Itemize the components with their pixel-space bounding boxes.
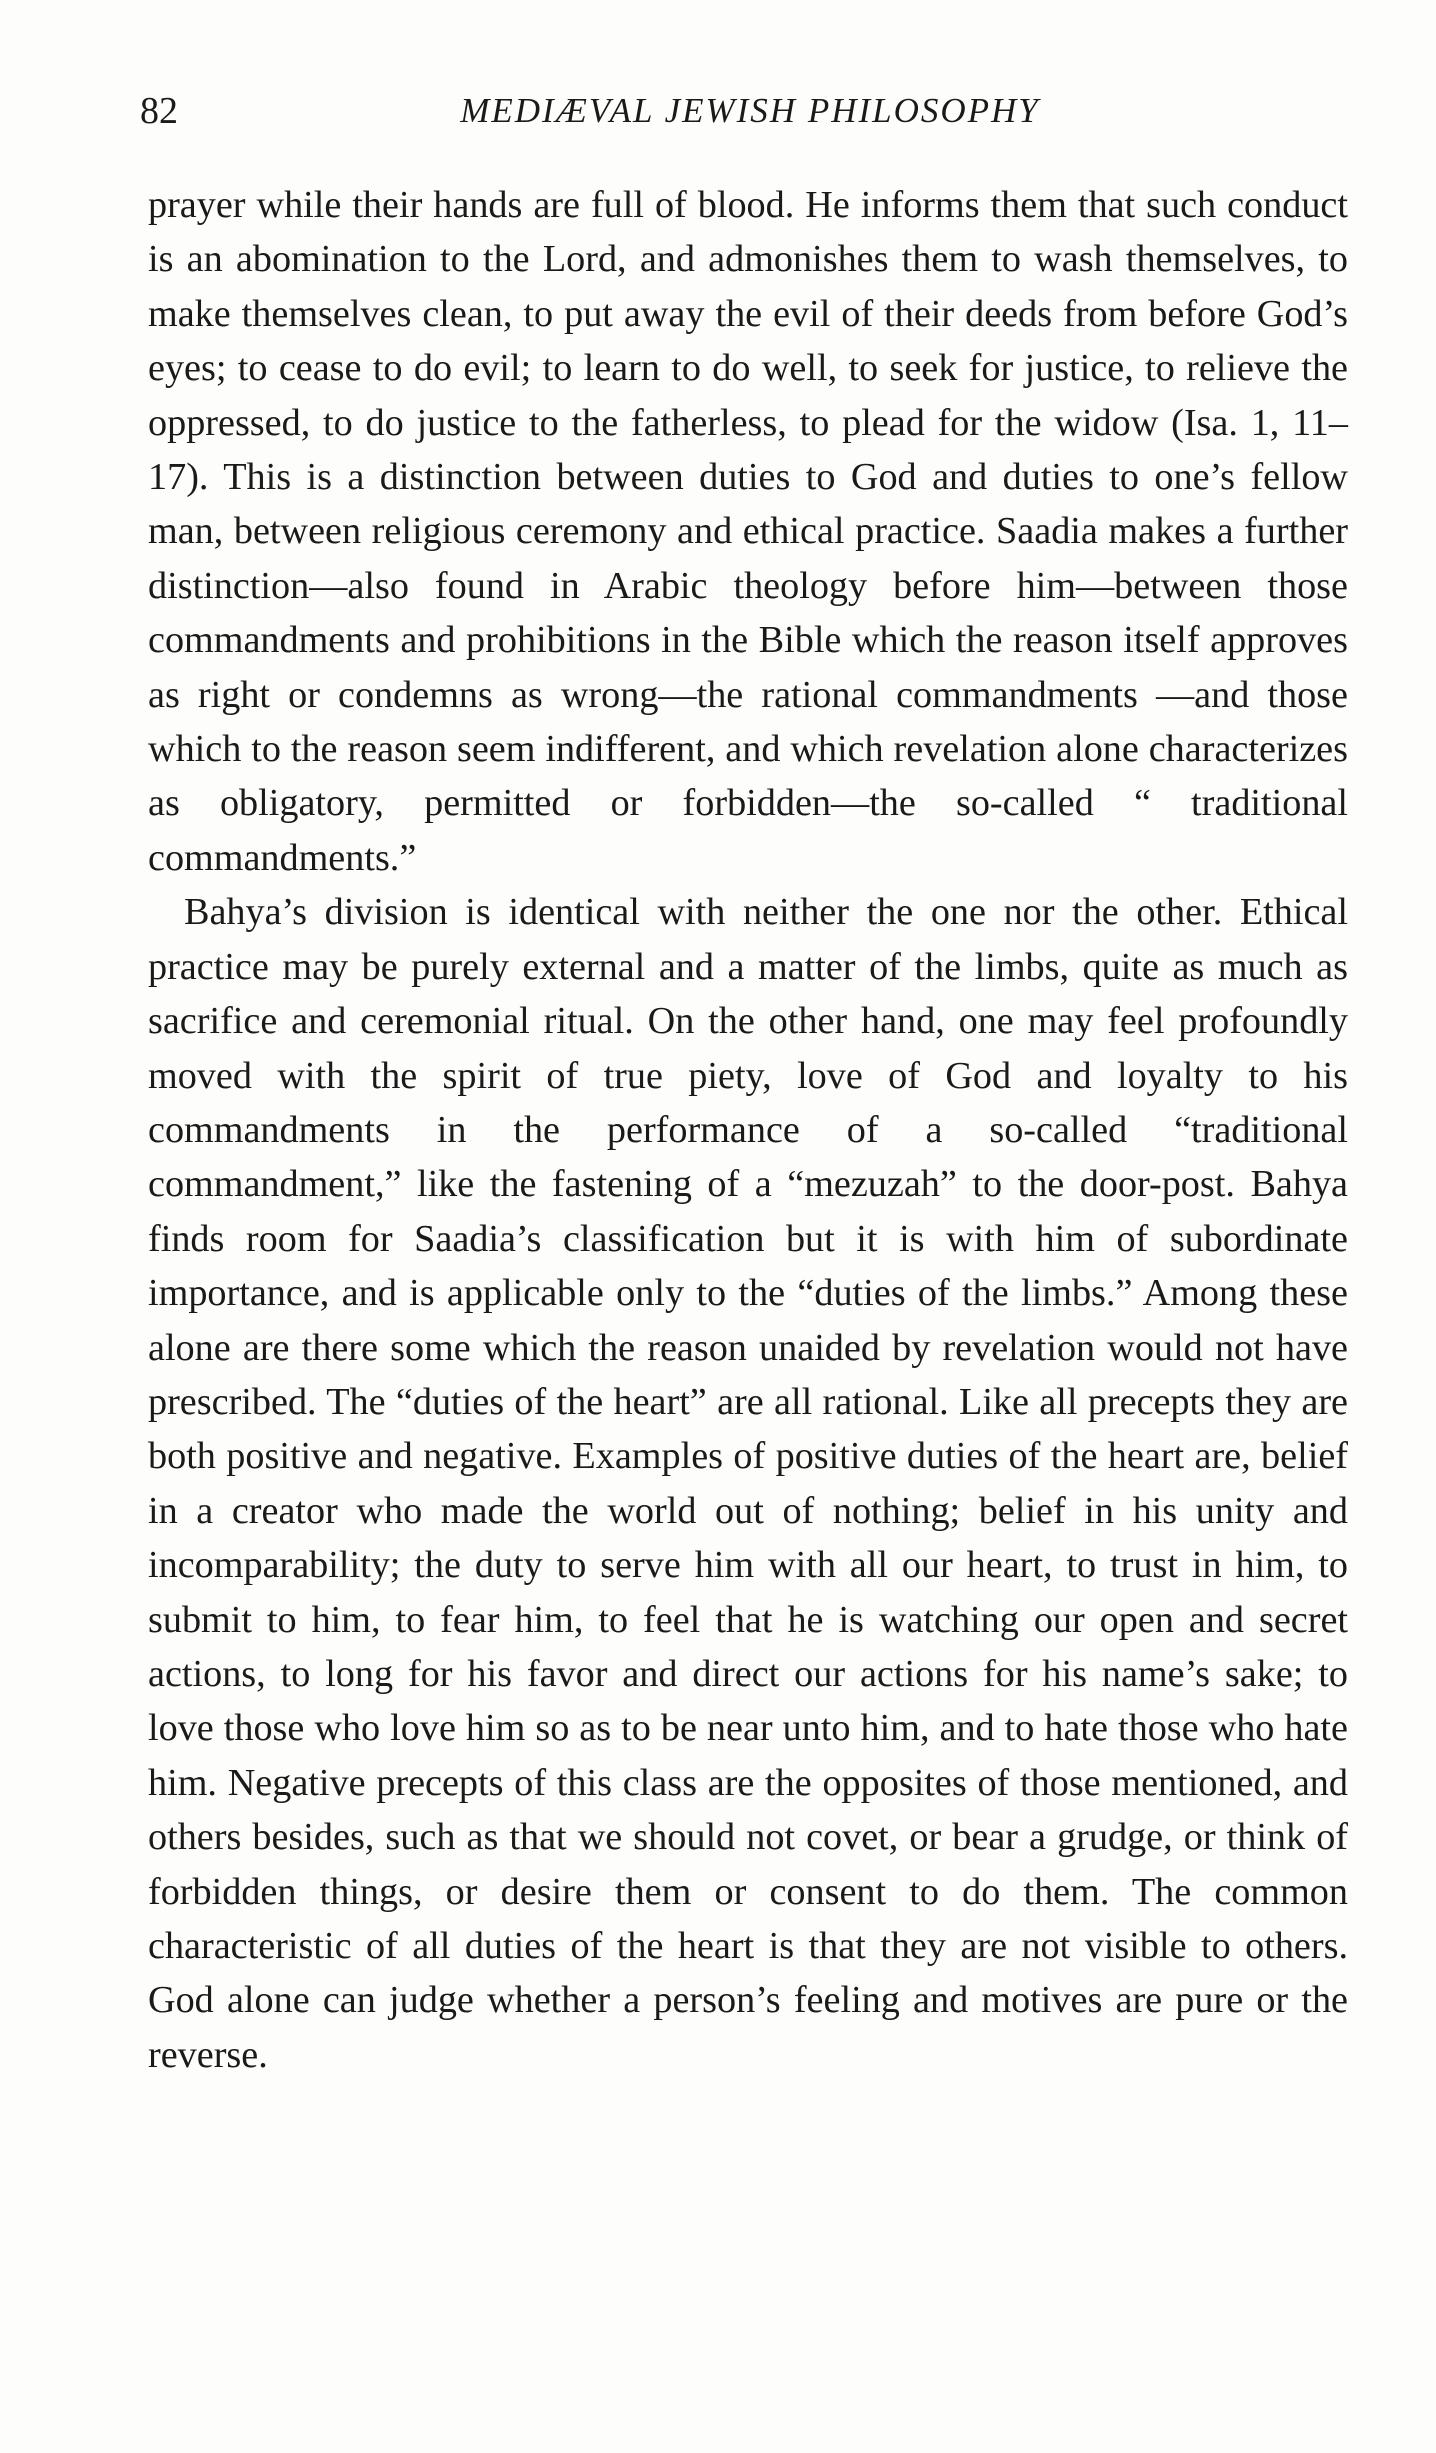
running-title: MEDIÆVAL JEWISH PHILOSOPHY <box>460 91 1040 130</box>
paragraph-bahya-division: Bahya’s division is identical with neither the one nor the other. Ethical practice may be purely external and a matter of the limbs, quite as much as sacrifice and ceremonial ritual. On the other hand, one may feel profoundly moved with the spirit of true piety, love of God and loyalty to his commandments in the performance of a so-called “traditional commandment,” like the fastening of a “mezuzah” to the door-post. Bahya finds room for Saadia’s classification but it is with him of subordinate importance, and is applicable only to the “duties of the limbs.” Among these alone are there some which the reason unaided by revelation would not have prescribed. The “duties of the heart” are all rational. Like all precepts they are both positive and negative. Examples of positive duties of the heart are, belief in a creator who made the world out of nothing; belief in his unity and incomparability; the duty to serve him with all our heart, to trust in him, to submit to him, to fear him, to feel that he is watching our open and secret actions, to long for his favor and direct our actions for his name’s sake; to love those who love him so as to be near unto him, and to hate those who hate him. Negative precepts of this class are the opposites of those mentioned, and others besides, such as that we should not covet, or bear a grudge, or think of forbidden things, or desire them or consent to do them. The common characteristic of all duties of the heart is that they are not visible to others. God alone can judge whether a person’s feeling and motives are pure or the reverse. <box>148 891 1348 2076</box>
body-text <box>148 178 1348 2082</box>
paragraph-continued: prayer while their hands are full of blood. He informs them that such conduct is an abomination to the Lord, and admonishes them to wash themselves, to make themselves clean, to put away the evil of their deeds from before God’s eyes; to cease to do evil; to learn to do well, to seek for justice, to relieve the oppressed, to do justice to the fatherless, to plead for the widow (Isa. 1, 11–17). This is a distinction between duties to God and duties to one’s fellow man, between religious ceremony and ethical practice. Saadia makes a further distinction—also found in Arabic theology before him—between those commandments and prohibitions in the Bible which the reason itself approves as right or condemns as wrong—the rational commandments —and those which to the reason seem indifferent, and which revelation alone characterizes as obligatory, permitted or forbidden—the so-called “ traditional commandments.” <box>148 184 1348 879</box>
running-head <box>140 86 1360 136</box>
page-number: 82 <box>140 90 178 132</box>
